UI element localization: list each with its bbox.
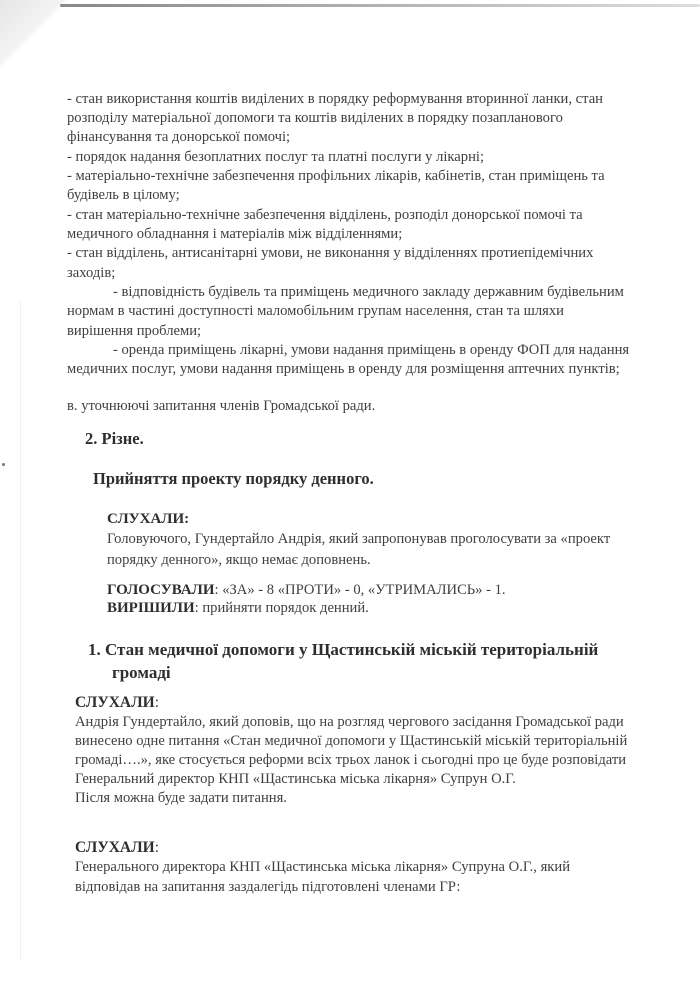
heard-label-colon: : (154, 694, 160, 711)
scan-mark (2, 463, 5, 466)
section-heading-medical-care: 1. Стан медичної допомоги у Щастинській міській територіальній (88, 640, 599, 659)
agenda-line: медичних послуг, умови надання приміщень в оренду для розміщення аптечних пунктів; (67, 361, 620, 377)
heard-text: порядку денного», якщо немає доповнень. (107, 552, 371, 568)
heard-text: винесено одне питання «Стан медичної допомоги у Щастинській міській територіальній (75, 733, 628, 749)
decided-text: : прийняти порядок денний. (194, 600, 369, 616)
heard-label: СЛУХАЛИ: (107, 511, 190, 527)
agenda-line: фінансування та донорської помочі; (67, 129, 291, 145)
agenda-line: розподілу матеріальної допомоги та коштів виділених в порядку позапланового (67, 110, 563, 126)
page-corner-fold (0, 0, 70, 70)
heard-text: Головуючого, Гундертайло Андрія, який запропонував проголосувати за «проект (107, 531, 611, 547)
section-heading-misc: 2. Різне. (85, 429, 144, 448)
scan-top-edge-shadow (60, 4, 700, 7)
heard-text: Після можна буде задати питання. (75, 790, 287, 806)
agenda-line: вирішення проблеми; (67, 323, 202, 339)
agenda-line: - стан використання коштів виділених в порядку реформування вторинної ланки, стан (67, 91, 603, 107)
agenda-line: заходів; (67, 265, 116, 281)
voted-text: : «ЗА» - 8 «ПРОТИ» - 0, «УТРИМАЛИСЬ» - 1. (214, 582, 506, 598)
agenda-line: медичного обладнання і матеріалів між відділеннями; (67, 226, 403, 242)
decided-label: ВИРІШИЛИ (107, 600, 195, 616)
voted-label: ГОЛОСУВАЛИ (107, 582, 215, 598)
agenda-line: - матеріально-технічне забезпечення профільних лікарів, кабінетів, стан приміщень та (67, 168, 605, 184)
agenda-line: будівель в цілому; (67, 187, 180, 203)
decision (107, 599, 369, 618)
heard-text: Генерального директора КНП «Щастинська міська лікарня» Супруна О.Г., який (75, 859, 571, 875)
heard-label-colon: : (154, 839, 160, 856)
agenda-line: - порядок надання безоплатних послуг та платні послуги у лікарні; (67, 149, 484, 165)
heard-label-text: СЛУХАЛИ (75, 839, 155, 856)
heard-text: громаді….», яке стосується реформи всіх трьох ланок і сьогодні про це буде розповідати (75, 752, 627, 768)
heard-label (75, 693, 159, 712)
agenda-line: - оренда приміщень лікарні, умови надання приміщень в оренду ФОП для надання (113, 342, 630, 358)
agenda-line: - відповідність будівель та приміщень медичного закладу державним будівельним (113, 284, 624, 300)
heard-text: Андрія Гундертайло, який доповів, що на розгляд чергового засідання Громадської ради (75, 714, 624, 730)
heard-label (75, 838, 159, 857)
section-heading-medical-care-cont: громаді (112, 663, 171, 682)
section-subheading-agenda-adoption: Прийняття проекту порядку денного. (93, 469, 374, 488)
heard-label-text: СЛУХАЛИ (75, 694, 155, 711)
scan-edge-line (20, 300, 21, 960)
agenda-clarifying-questions: в. уточнюючі запитання членів Громадської ради. (67, 398, 376, 414)
agenda-line: - стан відділень, антисанітарні умови, не виконання у відділеннях протиепідемічних (67, 245, 594, 261)
heard-text: відповідав на запитання заздалегідь підготовлені членами ГР: (75, 879, 461, 895)
vote-result (107, 581, 506, 600)
agenda-line: - стан матеріально-технічне забезпечення відділень, розподіл донорської помочі та (67, 207, 583, 223)
heard-text: Генеральний директор КНП «Щастинська міська лікарня» Супрун О.Г. (75, 771, 516, 787)
agenda-line: нормам в частині доступності маломобільним групам населення, стан та шляхи (67, 303, 564, 319)
